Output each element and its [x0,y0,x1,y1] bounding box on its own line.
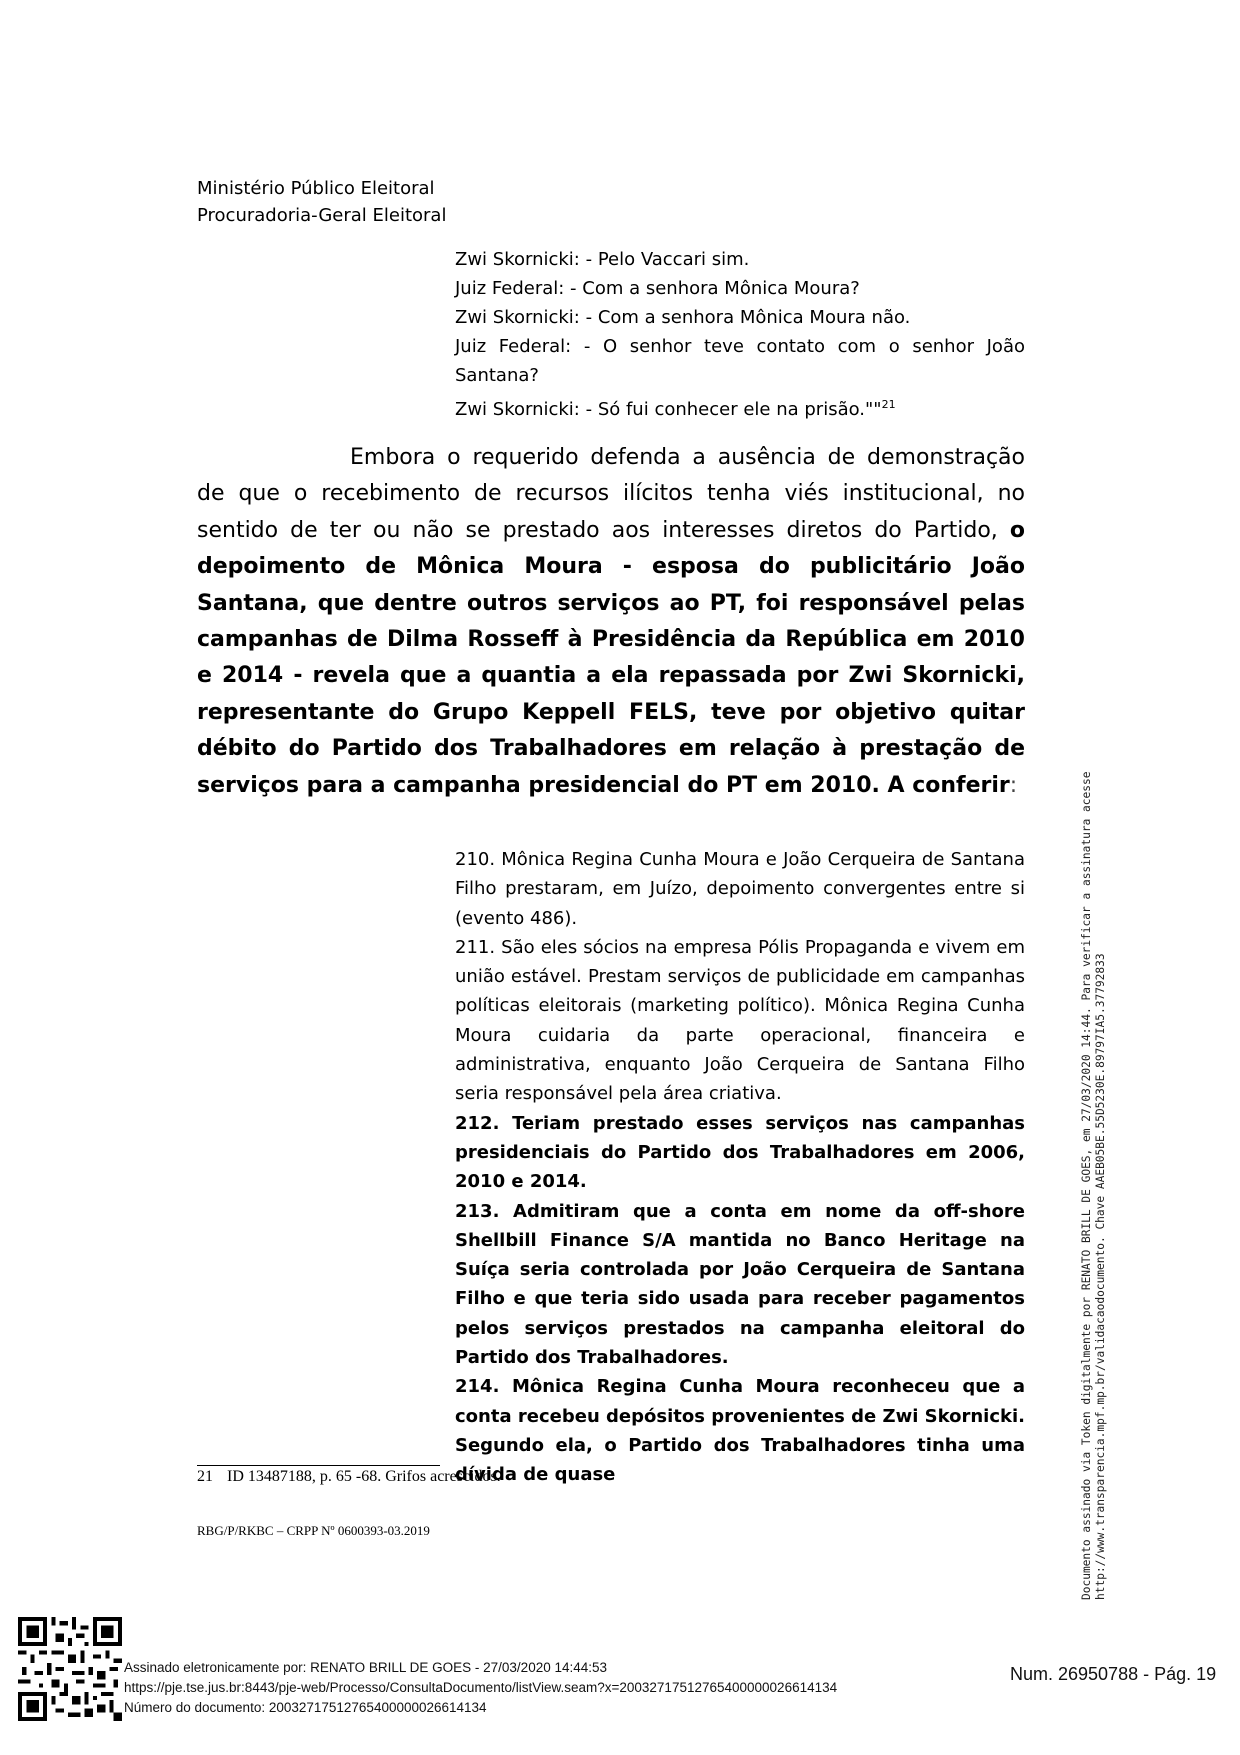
quote-line: Juiz Federal: - Com a senhora Mônica Moura? [455,278,860,299]
header-department: Procuradoria-Geral Eleitoral [197,205,447,226]
quote-line: Zwi Skornicki: - Com a senhora Mônica Moura não. [455,307,911,328]
body-text: Embora o requerido defenda a ausência de demonstração de que o recebimento de recursos ilícitos tenha viés institucional, no sentido de ter ou não se prestado aos interesses diretos do Partido, [197,445,1025,543]
stamp-link[interactable]: http://www.transparencia.mpf.mp.br/validacaodocumento. Chave AAEB05BE.55D5230E.89797IA5.37792833 [1094,953,1107,1600]
electronic-signature-block [124,1658,837,1718]
quote-last-line: Zwi Skornicki: - Só fui conhecer ele na prisão."" [455,399,882,420]
header-institution: Ministério Público Eleitoral [197,178,435,199]
body-paragraph [197,440,1025,804]
quote-paragraph-214: 214. Mônica Regina Cunha Moura reconheceu que a conta recebeu depósitos provenientes de Zwi Skornicki. Segundo ela, o Partido dos Trabalhadores tinha uma dívida de quase [455,1376,1025,1486]
quote-line [455,390,1025,424]
signature-signer: Assinado eletronicamente por: RENATO BRILL DE GOES - 27/03/2020 14:44:53 [124,1660,608,1675]
quote-line: Juiz Federal: - O senhor teve contato com o senhor João Santana? [455,336,1025,386]
footnote [197,1468,501,1486]
court-decision-quote [455,845,1025,1490]
document-header [197,175,446,229]
signature-url[interactable]: https://pje.tse.jus.br:8443/pje-web/Processo/ConsultaDocumento/listView.seam?x=20032717512765400000026614134 [124,1680,838,1695]
quote-paragraph-211: 211. São eles sócios na empresa Pólis Propaganda e vivem em união estável. Prestam serviços de publicidade em campanhas políticas eleitorais (marketing político). Mônica Regina Cunha Moura cuidaria da parte operacional, financeira e administrativa, enquanto João Cerqueira de Santana Filho seria responsável pela área criativa. [455,936,1025,1105]
quote-paragraph-213: 213. Admitiram que a conta em nome da off-shore Shellbill Finance S/A mantida no Banco Heritage na Suíça seria controlada por João Cerqueira de Santana Filho e que teria sido usada para receber pagamentos pelos serviços prestados na campanha eleitoral do Partido dos Trabalhadores. [455,1200,1025,1369]
footnote-number: 21 [197,1468,213,1485]
body-highlight-text: o depoimento de Mônica Moura - esposa do publicitário João Santana, que dentre outros serviços ao PT, foi responsável pelas campanhas de Dilma Rosseff à Presidência da República em 2010 e 2014 - revela que a quantia a ela repassada por Zwi Skornicki, representante do Grupo Keppell FELS, teve por objetivo quitar débito do Partido dos Trabalhadores em relação à prestação de serviços para a campanha presidencial do PT em 2010. A conferir [197,517,1025,798]
page-number: Num. 26950788 - Pág. 19 [1010,1664,1217,1684]
quote-line: Zwi Skornicki: - Pelo Vaccari sim. [455,249,750,270]
testimony-quote [455,245,1025,424]
quote-paragraph-210: 210. Mônica Regina Cunha Moura e João Cerqueira de Santana Filho prestaram, em Juízo, depoimento convergentes entre si (evento 486). [455,849,1025,929]
signature-document-number: Número do documento: 20032717512765400000026614134 [124,1700,487,1715]
stamp-line: Documento assinado via Token digitalmente por RENATO BRILL DE GOES, em 27/03/2020 14:44. Para verificar a assinatura acesse [1080,771,1093,1600]
quote-paragraph-212: 212. Teriam prestado esses serviços nas campanhas presidenciais do Partido dos Trabalhadores em 2006, 2010 e 2014. [455,1112,1025,1193]
footnote-divider [197,1465,440,1466]
document-reference: RBG/P/RKBC – CRPP Nº 0600393-03.2019 [197,1523,430,1538]
signature-verification-stamp [1080,772,1108,1600]
qr-code-icon [18,1617,122,1721]
footnote-text: ID 13487188, p. 65 -68. Grifos acrescidos. [227,1468,501,1485]
body-tail: : [1009,772,1018,798]
footnote-reference: 21 [881,398,896,411]
